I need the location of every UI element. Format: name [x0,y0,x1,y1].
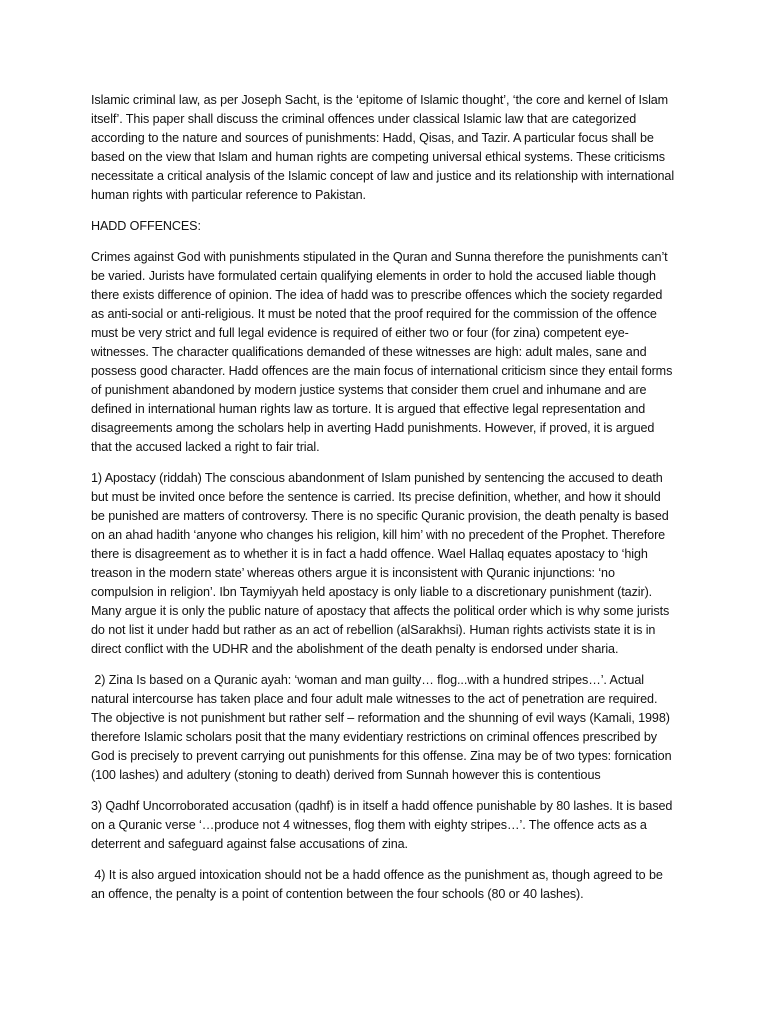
document-page [91,91,677,916]
apostasy-paragraph: 1) Apostacy (riddah) The conscious abandonment of Islam punished by sentencing the accused to death but must be invited once before the sentence is carried. Its precise definition, whether, and how it should be punished are matters of controversy. There is no specific Quranic provision, the death penalty is based on an ahad hadith ‘anyone who changes his religion, kill him’ with no precedent of the Prophet. Therefore there is disagreement as to whether it is in fact a hadd offence. Wael Hallaq equates apostacy to ‘high treason in the modern state’ whereas others argue it is inconsistent with Quranic injunctions: ‘no compulsion in religion’. Ibn Taymiyyah held apostacy is only liable to a discretionary punishment (tazir). Many argue it is only the public nature of apostacy that affects the political order which is why some jurists do not list it under hadd but rather as an act of rebellion (alSarakhsi). Human rights activists state it is in direct conflict with the UDHR and the abolishment of the death penalty is endorsed under sharia. [91,471,670,656]
qadhf-paragraph: 3) Qadhf Uncorroborated accusation (qadhf) is in itself a hadd offence punishable by 80 lashes. It is based on a Quranic verse ‘…produce not 4 witnesses, flog them with eighty stripes…’. The offence acts as a deterrent and safeguard against false accusations of zina. [91,799,673,851]
zina-paragraph: 2) Zina Is based on a Quranic ayah: ‘woman and man guilty… flog...with a hundred stripes…’. Actual natural intercourse has taken place and four adult male witnesses to the act of penetration are required. The objective is not punishment but rather self – reformation and the shunning of evil ways (Kamali, 1998) therefore Islamic scholars posit that the many evidentiary restrictions on criminal offences prescribed by God is precisely to prevent carrying out punishments for this offense. Zina may be of two types: fornication (100 lashes) and adultery (stoning to death) derived from Sunnah however this is contentious [91,673,675,782]
section-heading: HADD OFFENCES: [91,219,201,233]
intro-paragraph: Islamic criminal law, as per Joseph Sacht, is the ‘epitome of Islamic thought’, ‘the core and kernel of Islam itself’. This paper shall discuss the criminal offences under classical Islamic law that are categorized according to the nature and sources of punishments: Hadd, Qisas, and Tazir. A particular focus shall be based on the view that Islam and human rights are competing universal ethical systems. These criticisms necessitate a critical analysis of the Islamic concept of law and justice and its relationship with international human rights with particular reference to Pakistan. [91,93,675,202]
intoxication-paragraph: 4) It is also argued intoxication should not be a hadd offence as the punishment as, though agreed to be an offence, the penalty is a point of contention between the four schools (80 or 40 lashes). [91,868,667,901]
hadd-description-paragraph: Crimes against God with punishments stipulated in the Quran and Sunna therefore the punishments can’t be varied. Jurists have formulated certain qualifying elements in order to hold the accused liable though there exists difference of opinion. The idea of hadd was to prescribe offences which the society regarded as anti-social or anti-religious. It must be noted that the proof required for the commission of the offence must be very strict and full legal evidence is required of either two or four (for zina) competent eye-witnesses. The character qualifications demanded of these witnesses are high: adult males, sane and possess good character. Hadd offences are the main focus of international criticism since they entail forms of punishment abandoned by modern justice systems that consider them cruel and inhumane and are defined in international human rights law as torture. It is argued that effective legal representation and disagreements among the scholars help in averting Hadd punishments. However, if proved, it is argued that the accused lacked a right to fair trial. [91,250,673,454]
